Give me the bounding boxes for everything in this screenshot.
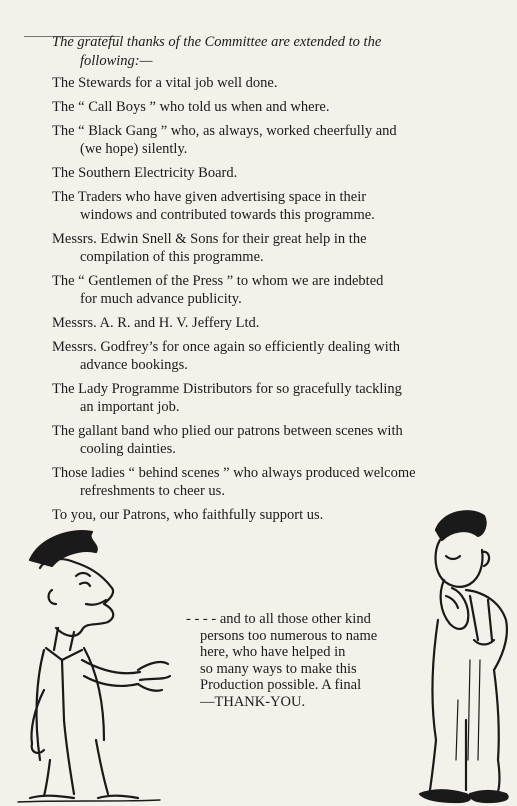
item-main: The “ Call Boys ” who told us when and where. [52,99,330,115]
item-cont: (we hope) silently. [80,141,188,157]
item-main: The gallant band who plied our patrons between scenes with [52,423,403,439]
item-main: Those ladies “ behind scenes ” who always produced welcome [52,465,416,481]
item-main: The “ Gentlemen of the Press ” to whom we are indebted [52,273,384,289]
item-main: Messrs. Edwin Snell & Sons for their great help in the [52,231,367,247]
cartoon-man-pointing [18,531,170,802]
item-cont: windows and contributed towards this programme. [80,207,375,223]
closing-message [186,611,402,711]
closing-line-5: Production possible. A final [200,677,362,694]
item-cont: compilation of this programme. [80,249,264,265]
closing-line-2: persons too numerous to name [200,627,378,644]
item-main: The Stewards for a vital job well done. [52,75,278,91]
closing-line-6: —THANK-YOU. [200,693,306,710]
item-main: The Southern Electricity Board. [52,165,238,181]
item-main: The Traders who have given advertising space in their [52,189,367,205]
item-main: The Lady Programme Distributors for so gracefully tackling [52,381,402,397]
closing-line-1: - - - - and to all those other kind [186,611,371,627]
closing-line-4: so many ways to make this [200,660,357,677]
item-cont: cooling dainties. [80,441,176,457]
closing-line-3: here, who have helped in [200,644,346,661]
item-main: Messrs. Godfrey’s for once again so efficiently dealing with [52,339,401,355]
intro-line-2: following:— [80,53,153,69]
item-cont: advance bookings. [80,357,188,373]
item-cont: refreshments to cheer us. [80,483,225,499]
item-cont: an important job. [80,399,180,415]
cartoon-man-thinking [420,511,508,802]
item-main: The “ Black Gang ” who, as always, worked cheerfully and [52,123,397,139]
intro-line-1: The grateful thanks of the Committee are extended to the [52,34,382,50]
item-main: To you, our Patrons, who faithfully support us. [52,507,324,523]
item-cont: for much advance publicity. [80,291,242,307]
item-main: Messrs. A. R. and H. V. Jeffery Ltd. [52,315,260,331]
